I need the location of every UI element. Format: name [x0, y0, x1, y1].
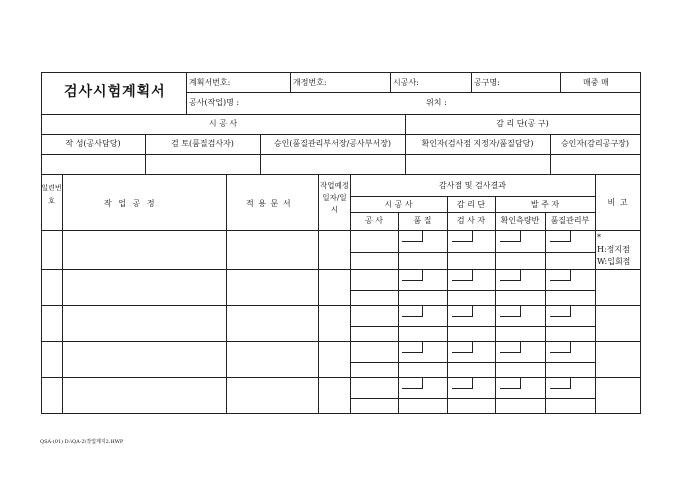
work-type-label: 공구명:	[474, 78, 500, 87]
checkpoint-box	[500, 378, 521, 389]
column-header-scheduled-date: 작업예정일자/일시	[320, 181, 349, 214]
sub-survey-confirm: 확인측량반	[500, 216, 540, 225]
checkpoint-box	[500, 270, 521, 281]
checkpoint-box	[500, 306, 521, 317]
work-name-label: 공사(작업)명 :	[189, 98, 240, 107]
checkpoint-box	[550, 306, 571, 317]
group-owner: 발 주 자	[530, 200, 560, 209]
checkpoint-box	[452, 378, 473, 389]
page-count-label: 매중 매	[583, 78, 609, 87]
location-label: 위치 :	[426, 98, 447, 107]
column-header-inspection: 감사점 및 검사결과	[439, 181, 506, 190]
remarks-note: * H:정지점 W:입회점	[597, 233, 631, 266]
contractor-label: 시공사:	[393, 78, 419, 87]
checkpoint-box	[452, 231, 473, 242]
checkpoint-box	[452, 270, 473, 281]
checkpoint-box	[500, 342, 521, 353]
checkpoint-box	[550, 270, 571, 281]
checkpoint-box	[550, 231, 571, 242]
sub-quality: 품 질	[413, 216, 432, 225]
checkpoint-box	[402, 231, 423, 242]
column-header-remarks: 비 고	[607, 198, 629, 207]
checkpoint-box	[550, 342, 571, 353]
checkpoint-box	[402, 342, 423, 353]
sub-construction: 공 사	[365, 216, 383, 225]
supervisor-section-heading: 감 리 단(공 구)	[496, 119, 549, 128]
footer-code: QSA-(01) D:\QA-2\작업계지2.HWP	[40, 439, 124, 445]
author-label: 작 성(공사담당)	[65, 139, 121, 148]
checkpoint-box	[452, 306, 473, 317]
frame-bottom	[41, 413, 641, 414]
reviewer-label: 검 토(품질검사자)	[171, 139, 234, 148]
checkpoint-box	[500, 231, 521, 242]
column-header-documents: 적 용 문 서	[246, 199, 292, 208]
sub-inspector: 검 사 자	[456, 216, 486, 225]
checkpoint-box	[402, 270, 423, 281]
checkpoint-box	[402, 306, 423, 317]
sub-quality-management: 품질관리부	[550, 216, 590, 225]
checkpoint-box	[550, 378, 571, 389]
plan-number-label: 계획서번호:	[189, 78, 231, 87]
checkpoint-box	[402, 378, 423, 389]
column-header-sequence: 일련번호	[41, 184, 62, 205]
supervisor-approver-label: 승인자(감리공구장)	[560, 139, 630, 148]
checkpoint-box	[452, 342, 473, 353]
column-header-process: 작 업 공 정	[104, 199, 157, 208]
approver-label: 승인(품질관리부서장/공사부서장)	[273, 139, 392, 148]
confirmer-label: 확인자(검사점 지정자/품질담당)	[421, 139, 534, 148]
frame-top	[41, 72, 641, 73]
document-title: 검사시험계획서	[64, 84, 166, 100]
group-contractor: 시 공 사	[384, 200, 413, 209]
revision-number-label: 개정번호:	[293, 78, 327, 87]
contractor-section-heading: 시 공 사	[208, 119, 238, 128]
frame-right	[640, 72, 641, 414]
group-supervisor: 감 리 단	[456, 200, 486, 209]
